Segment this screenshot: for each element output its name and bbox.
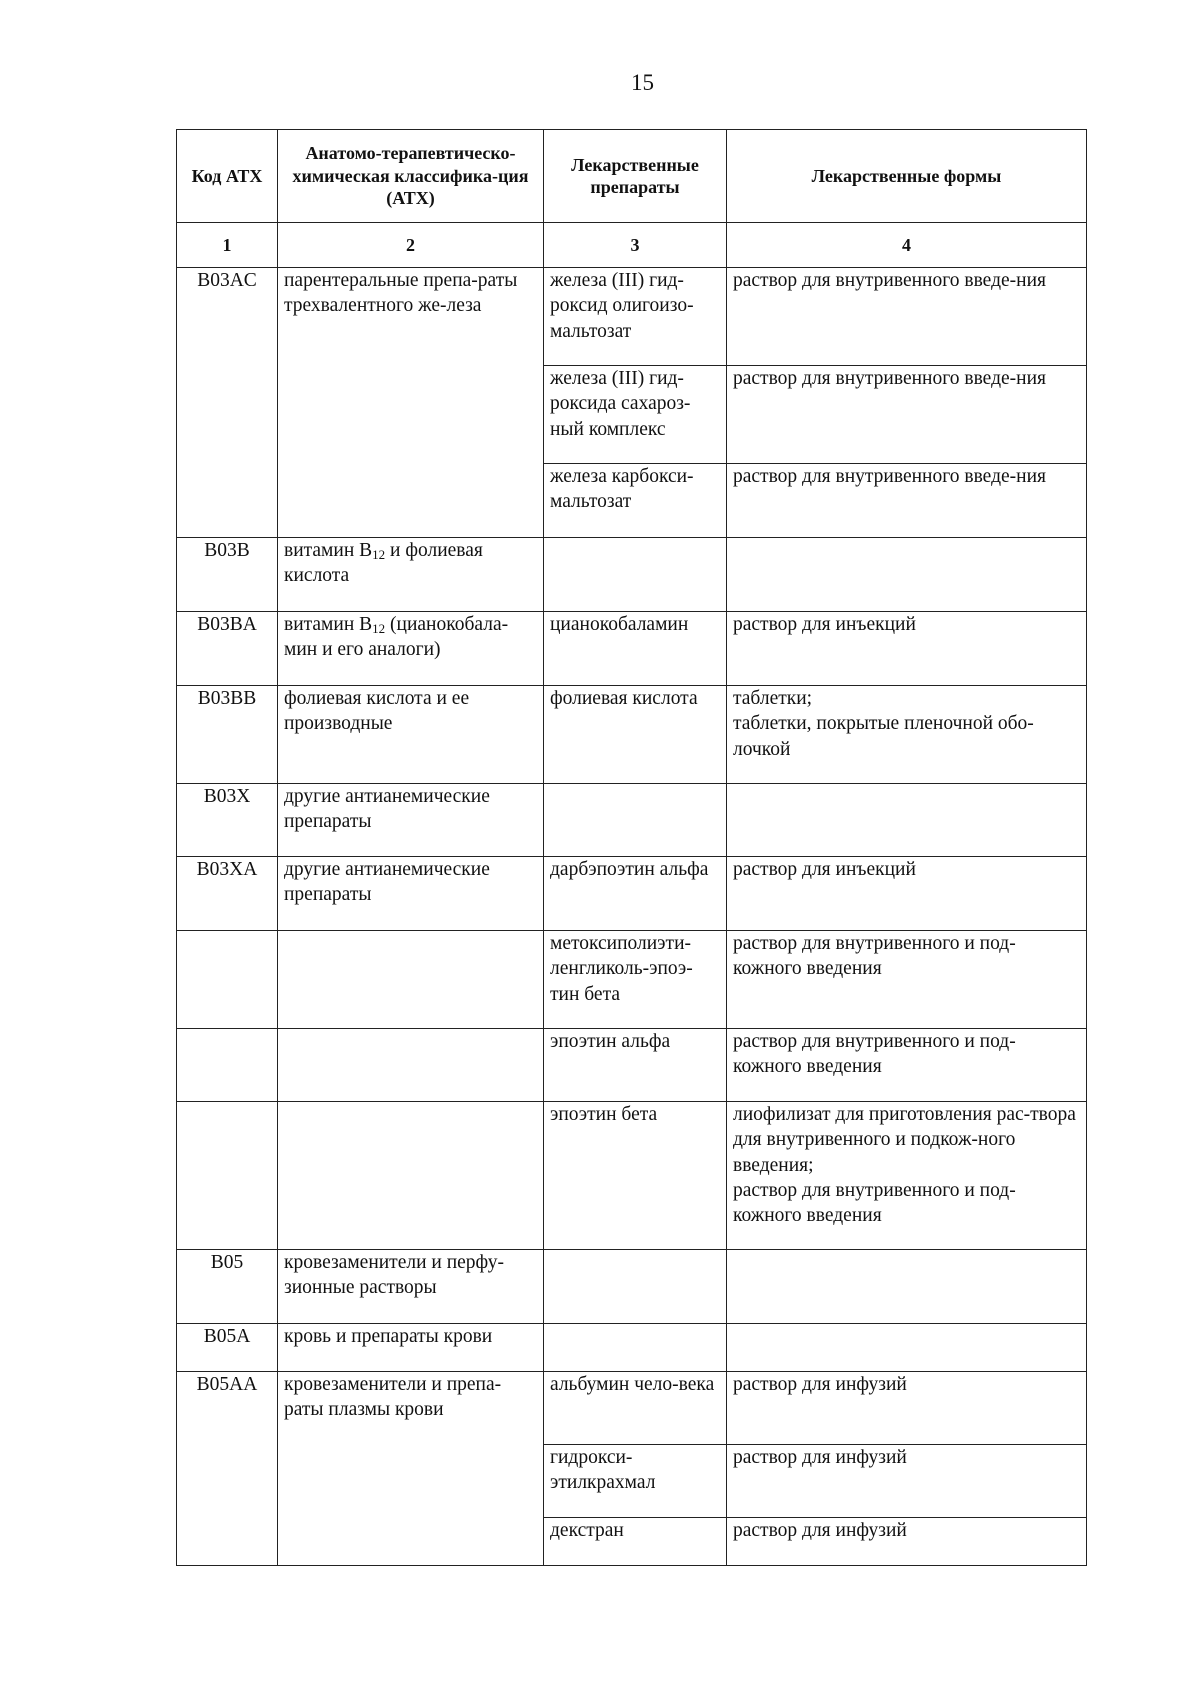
drug-name: эпоэтин альфа	[544, 1029, 727, 1102]
atx-code: B03AC	[177, 268, 278, 538]
dosage-form: раствор для инфузий	[733, 1447, 907, 1468]
drug-name: цианокобаламин	[544, 612, 727, 686]
atx-classification: парентеральные препа-раты трехвалентного же-леза	[278, 268, 544, 538]
drug-name	[544, 1250, 727, 1324]
drug-name: декстран	[544, 1518, 727, 1566]
atx-classification	[278, 1102, 544, 1250]
dosage-form: таблетки;	[733, 688, 813, 709]
table-row	[177, 1102, 1087, 1250]
table-row	[177, 784, 1087, 857]
dosage-form: раствор для инъекций	[733, 614, 916, 635]
table-row	[177, 538, 1087, 612]
drug-name: железа (III) гид-роксида сахароз-ный комплекс	[544, 366, 727, 464]
table-row	[177, 1372, 1087, 1445]
table-row	[177, 1324, 1087, 1372]
atx-code: B03BA	[177, 612, 278, 686]
dosage-form: раствор для внутривенного и под-кожного введения	[733, 1031, 1016, 1078]
header-drugs: Лекарственные препараты	[544, 130, 727, 223]
atx-classification	[278, 1029, 544, 1102]
dosage-forms	[727, 931, 1087, 1029]
table-row	[177, 931, 1087, 1029]
dosage-form: раствор для внутривенного введе-ния	[733, 368, 1046, 389]
drug-name	[544, 784, 727, 857]
drug-name	[544, 1324, 727, 1372]
dosage-forms	[727, 464, 1087, 538]
dosage-forms	[727, 1029, 1087, 1102]
table-row	[177, 268, 1087, 366]
column-number: 4	[727, 223, 1087, 268]
table-row	[177, 1029, 1087, 1102]
dosage-form: раствор для внутривенного и под-кожного введения	[733, 933, 1016, 980]
dosage-forms	[727, 1102, 1087, 1250]
atx-code	[177, 931, 278, 1029]
table-row	[177, 686, 1087, 784]
dosage-forms	[727, 1250, 1087, 1324]
table-row	[177, 1250, 1087, 1324]
dosage-forms	[727, 686, 1087, 784]
atx-classification: витамин $B_{12}$ (цианокобала-мин и его аналоги)	[278, 612, 544, 686]
atx-code: B03X	[177, 784, 278, 857]
drug-name: метоксиполиэти-ленгликоль-эпоэ-тин бета	[544, 931, 727, 1029]
drug-name: фолиевая кислота	[544, 686, 727, 784]
dosage-form: раствор для внутривенного введе-ния	[733, 466, 1046, 487]
dosage-form: таблетки, покрытые пленочной обо-лочкой	[733, 713, 1034, 760]
table-row	[177, 612, 1087, 686]
column-number-row	[177, 223, 1087, 268]
header-row	[177, 130, 1087, 223]
dosage-forms	[727, 784, 1087, 857]
atx-code: B03BB	[177, 686, 278, 784]
atx-code: B03B	[177, 538, 278, 612]
atx-table	[176, 129, 1087, 1566]
header-classification: Анатомо-терапевтическо-химическая классифика-ция (АТХ)	[278, 130, 544, 223]
dosage-forms	[727, 857, 1087, 931]
atx-code: B05AA	[177, 1372, 278, 1566]
dosage-forms	[727, 612, 1087, 686]
drug-name: эпоэтин бета	[544, 1102, 727, 1250]
atx-classification: кровезаменители и препа-раты плазмы крови	[278, 1372, 544, 1566]
column-number: 3	[544, 223, 727, 268]
column-number: 1	[177, 223, 278, 268]
atx-code: B05A	[177, 1324, 278, 1372]
dosage-forms	[727, 1324, 1087, 1372]
dosage-forms	[727, 538, 1087, 612]
dosage-form: раствор для внутривенного введе-ния	[733, 270, 1046, 291]
atx-classification: кровезаменители и перфу-зионные растворы	[278, 1250, 544, 1324]
dosage-forms	[727, 268, 1087, 366]
page-number: 15	[631, 70, 654, 95]
drug-name: альбумин чело-века	[544, 1372, 727, 1445]
dosage-form: раствор для инъекций	[733, 859, 916, 880]
atx-classification: фолиевая кислота и ее производные	[278, 686, 544, 784]
atx-code	[177, 1029, 278, 1102]
header-code: Код АТХ	[177, 130, 278, 223]
atx-code	[177, 1102, 278, 1250]
column-number: 2	[278, 223, 544, 268]
atx-classification: другие антианемические препараты	[278, 784, 544, 857]
dosage-forms	[727, 1445, 1087, 1518]
dosage-forms	[727, 366, 1087, 464]
header-forms: Лекарственные формы	[727, 130, 1087, 223]
atx-classification: кровь и препараты крови	[278, 1324, 544, 1372]
dosage-form: раствор для инфузий	[733, 1520, 907, 1541]
dosage-form: раствор для инфузий	[733, 1374, 907, 1395]
dosage-form: раствор для внутривенного и под-кожного введения	[733, 1180, 1016, 1227]
atx-code: B03XA	[177, 857, 278, 931]
drug-name	[544, 538, 727, 612]
dosage-forms	[727, 1372, 1087, 1445]
table-row	[177, 857, 1087, 931]
atx-classification: витамин $B_{12}$ и фолиевая кислота	[278, 538, 544, 612]
drug-name: дарбэпоэтин альфа	[544, 857, 727, 931]
atx-classification: другие антианемические препараты	[278, 857, 544, 931]
atx-classification	[278, 931, 544, 1029]
atx-code: B05	[177, 1250, 278, 1324]
dosage-form: лиофилизат для приготовления рас-твора для внутривенного и подкож-ного введения;	[733, 1104, 1076, 1176]
drug-name: гидрокси-этилкрахмал	[544, 1445, 727, 1518]
dosage-forms	[727, 1518, 1087, 1566]
drug-name: железа карбокси-мальтозат	[544, 464, 727, 538]
drug-name: железа (III) гид-роксид олигоизо-мальтозат	[544, 268, 727, 366]
